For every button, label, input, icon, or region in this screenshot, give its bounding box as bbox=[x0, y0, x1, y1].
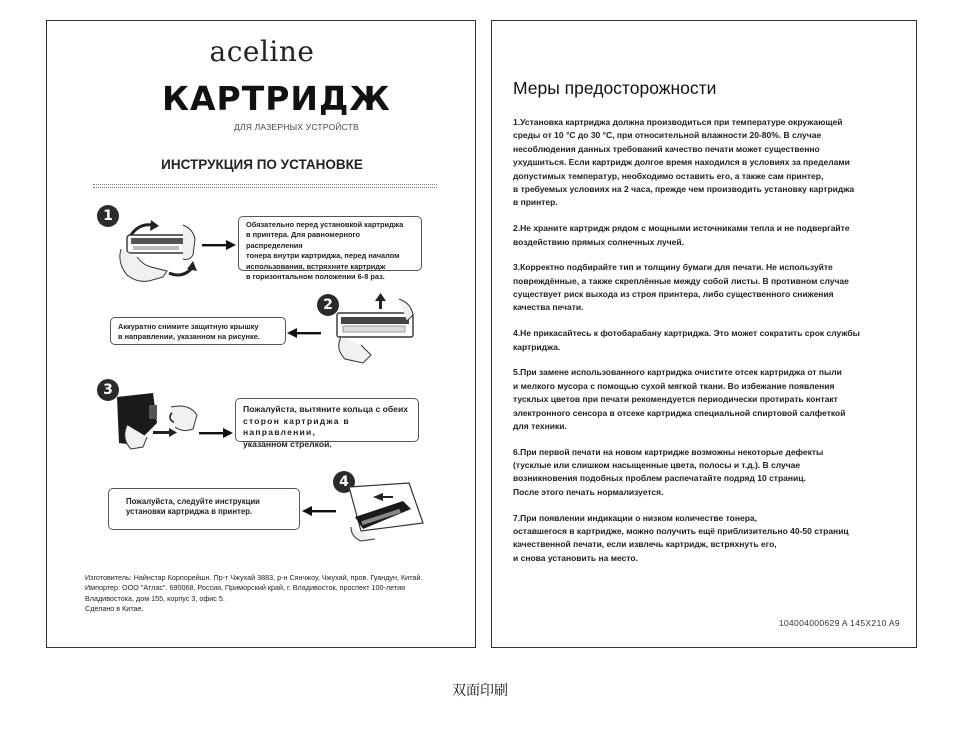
step-4-line: Пожалуйста, следуйте инструкции bbox=[126, 497, 260, 506]
precautions-title: Меры предосторожности bbox=[513, 78, 717, 98]
precaution-line: среды от 10 °С до 30 °С, при относительной влажности 20-80%. В случае bbox=[513, 130, 822, 141]
precaution-line: 1.Установка картриджа должна производиться при температуре окружающей bbox=[513, 117, 843, 127]
step-3-number: 3 bbox=[97, 379, 119, 401]
step-1-line: использования, встряхните картридж bbox=[246, 261, 386, 271]
precaution-line: 4.Не прикасайтесь к фотобарабану картриджа. Это может сократить срок службы bbox=[513, 328, 860, 339]
precaution-line: возникновения подобных проблем распечатайте подряд 10 страниц. bbox=[513, 473, 806, 484]
precaution-line: воздействию прямых солнечных лучей. bbox=[513, 236, 684, 247]
brand-logo: aceline bbox=[209, 35, 315, 68]
precaution-line: 7.При появлении индикации о низком количестве тонера, bbox=[513, 512, 758, 523]
left-page bbox=[46, 20, 476, 648]
arrow-left-icon bbox=[302, 505, 336, 517]
step-2-text-box bbox=[110, 317, 286, 345]
precaution-item bbox=[513, 512, 905, 566]
precaution-item bbox=[513, 446, 905, 500]
precaution-line: существует риск выхода из строя принтера, либо существенного снижения bbox=[513, 289, 834, 300]
precaution-line: 2.Не храните картридж рядом с мощными источниками тепла и не подвергайте bbox=[513, 223, 850, 234]
precautions-list bbox=[513, 116, 905, 577]
cartridge-shake-illustration bbox=[113, 205, 205, 293]
precaution-line: для техники. bbox=[513, 420, 567, 431]
arrow-right-icon bbox=[199, 427, 233, 439]
product-subtitle: ДЛЯ ЛАЗЕРНЫХ УСТРОЙСТВ bbox=[234, 122, 359, 132]
precaution-line: и снова установить на место. bbox=[513, 552, 638, 563]
step-3-text-box bbox=[235, 398, 419, 449]
precaution-line: качества печати. bbox=[513, 302, 584, 313]
step-4-number: 4 bbox=[333, 471, 355, 493]
precaution-line: повреждённые, а также скреплённые между собой листы. В противном случае bbox=[513, 275, 849, 286]
precaution-line: допустимых температур, необходимо оставить его, а также сам принтер, bbox=[513, 170, 824, 181]
product-title: КАРТРИДЖ bbox=[162, 79, 391, 118]
precaution-line: После этого печать нормализуется. bbox=[513, 486, 664, 497]
duplex-print-caption: 双面印刷 bbox=[452, 683, 508, 699]
step-3-line: сторон картриджа в направлении, bbox=[243, 415, 350, 438]
precaution-line: качественной печати, если извлечь картридж, встряхнуть его, bbox=[513, 539, 777, 550]
precaution-line: в принтер. bbox=[513, 197, 558, 208]
step-3-line: Пожалуйста, вытяните кольца с обеих bbox=[243, 404, 409, 414]
precaution-line: картриджа. bbox=[513, 341, 561, 352]
manufacturer-info bbox=[85, 573, 465, 615]
arrow-left-icon bbox=[287, 327, 321, 339]
pull-rings-illustration bbox=[113, 387, 203, 457]
step-1-line: тонера внутри картриджа, перед началом bbox=[246, 251, 400, 261]
origin-line: Сделано в Китае. bbox=[85, 604, 144, 614]
precaution-line: электронного сенсора в отсеке картриджа специальной спиртовой салфеткой bbox=[513, 407, 846, 418]
step-1-text-box bbox=[238, 216, 422, 282]
step-1-number: 1 bbox=[97, 205, 119, 227]
install-cartridge-illustration bbox=[347, 477, 427, 547]
step-2-line: Аккуратно снимите защитную крышку bbox=[118, 322, 259, 331]
precaution-item bbox=[513, 222, 905, 249]
precaution-line: и мелкого мусора с помощью сухой мягкой ткани. Во избежание появления bbox=[513, 380, 835, 391]
print-code: 104004000629 A 145X210 A9 bbox=[778, 618, 900, 628]
manufacturer-line: Изготовитель: Найнстар Корпорейшн. Пр-т Чжухай 3883, р-н Сянчжоу, Чжухай, пров. Гуандун, Китай. bbox=[85, 573, 423, 582]
precaution-line: 6.При первой печати на новом картридже возможны некоторые дефекты bbox=[513, 446, 824, 457]
precaution-line: (тусклые или слишком насыщенные цвета, полосы и т.д.). В случае bbox=[513, 460, 801, 471]
divider bbox=[93, 187, 437, 188]
precaution-line: тусклых цветов при печати рекомендуется периодически протирать контакт bbox=[513, 394, 838, 405]
step-2-number: 2 bbox=[317, 294, 339, 316]
right-page bbox=[491, 20, 917, 648]
divider bbox=[93, 184, 437, 185]
step-4-text-box bbox=[108, 488, 300, 530]
step-1-line: в горизонтальном положении 6-8 раз. bbox=[246, 272, 385, 282]
remove-cover-illustration bbox=[331, 293, 417, 367]
precaution-line: оставшегося в картридже, можно получить ещё приблизительно 40-50 страниц bbox=[513, 525, 849, 536]
precaution-line: 3.Корректно подбирайте тип и толщину бумаги для печати. Не используйте bbox=[513, 262, 833, 273]
step-4-line: установки картриджа в принтер. bbox=[126, 507, 253, 517]
precaution-line: несоблюдения данных требований качество печати может существенно bbox=[513, 143, 820, 154]
step-2-line: в направлении, указанном на рисунке. bbox=[118, 332, 260, 342]
instruction-heading: ИНСТРУКЦИЯ ПО УСТАНОВКЕ bbox=[161, 157, 363, 172]
step-1-line: Обязательно перед установкой картриджа bbox=[246, 220, 404, 229]
precaution-line: ухудшиться. Если картридж долгое время находился в условиях за пределами bbox=[513, 157, 850, 168]
precaution-item bbox=[513, 261, 905, 315]
precaution-item bbox=[513, 366, 905, 433]
importer-line: Импортер: ООО "Атлас". 690068, Россия, Приморский край, г. Владивосток, проспект 100-летия bbox=[85, 583, 406, 593]
precaution-item bbox=[513, 327, 905, 354]
precaution-line: в требуемых условиях на 2 часа, прежде чем производить установку картриджа bbox=[513, 184, 855, 195]
arrow-right-icon bbox=[202, 239, 236, 251]
step-1-line: в принтера. Для равномерного распределения bbox=[246, 230, 360, 250]
step-3-line: указанном стрелкой. bbox=[243, 438, 332, 449]
importer-address-line: Владивостока, дом 155, корпус 3, офис 5. bbox=[85, 593, 225, 603]
precaution-line: 5.При замене использованного картриджа очистите отсек картриджа от пыли bbox=[513, 367, 842, 378]
precaution-item bbox=[513, 116, 905, 210]
